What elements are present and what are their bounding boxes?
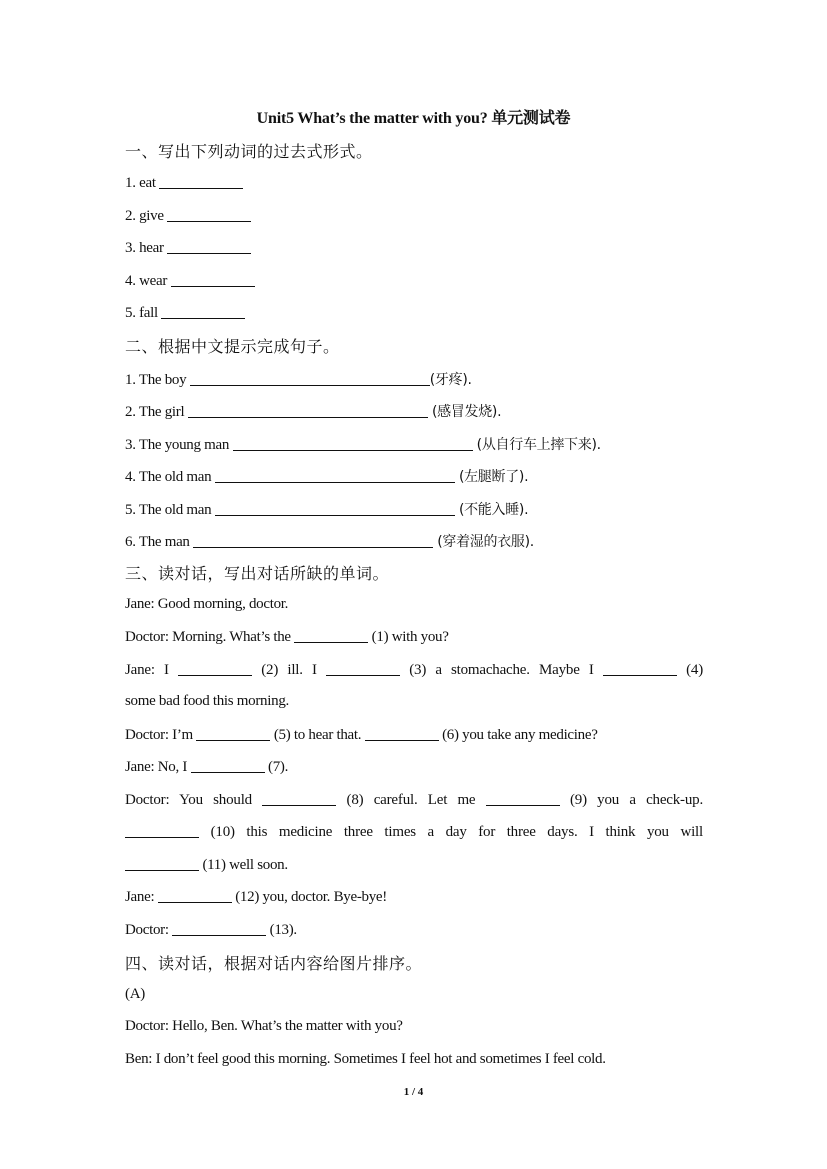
answer-blank[interactable] — [603, 661, 677, 676]
dialogue-line-9: (11) well soon. — [125, 856, 288, 874]
answer-blank[interactable] — [233, 436, 473, 451]
answer-blank[interactable] — [191, 758, 265, 773]
answer-blank[interactable] — [171, 272, 255, 287]
s2-item-6: 6. The man (穿着湿的衣服). — [125, 534, 534, 550]
s1-item-3: 3. hear — [125, 239, 251, 257]
answer-blank[interactable] — [262, 791, 336, 806]
answer-blank[interactable] — [294, 628, 368, 643]
answer-blank[interactable] — [188, 403, 428, 418]
answer-blank[interactable] — [215, 468, 455, 483]
dialogue-a-line-2: Ben: I don’t feel good this morning. Sometimes I feel hot and sometimes I feel cold. — [125, 1051, 606, 1067]
dialogue-line-10: Jane: (12) you, doctor. Bye-bye! — [125, 889, 387, 905]
answer-blank[interactable] — [365, 726, 439, 741]
answer-blank[interactable] — [125, 823, 199, 838]
s1-item-4: 4. wear — [125, 272, 255, 290]
s2-item-3: 3. The young man (从自行车上摔下来). — [125, 437, 601, 453]
answer-blank[interactable] — [215, 501, 455, 516]
s2-item-1: 1. The boy (牙疼). — [125, 372, 472, 388]
dialogue-line-7: Doctor: You should (8) careful. Let me (9) you a check-up. — [125, 792, 703, 808]
dialogue-line-5: Doctor: I’m (5) to hear that. (6) you take any medicine? — [125, 727, 598, 743]
page-number: 1 / 4 — [403, 1086, 424, 1098]
answer-blank[interactable] — [190, 371, 430, 386]
section4-heading: 四、读对话，根据对话内容给图片排序。 — [125, 954, 423, 973]
answer-blank[interactable] — [161, 304, 245, 319]
s1-item-1: 1. eat — [125, 174, 243, 192]
answer-blank[interactable] — [326, 661, 400, 676]
dialogue-line-3: Jane: I (2) ill. I (3) a stomachache. Maybe I (4) — [125, 662, 703, 678]
section2-heading: 二、根据中文提示完成句子。 — [125, 337, 340, 356]
answer-blank[interactable] — [159, 174, 243, 189]
dialogue-a-label: (A) — [125, 986, 145, 1002]
dialogue-line-1: Jane: Good morning, doctor. — [125, 596, 289, 612]
dialogue-a-line-1: Doctor: Hello, Ben. What’s the matter with you? — [125, 1018, 403, 1034]
answer-blank[interactable] — [172, 921, 266, 936]
s2-item-5: 5. The old man (不能入睡). — [125, 502, 529, 518]
answer-blank[interactable] — [193, 533, 433, 548]
s2-item-4: 4. The old man (左腿断了). — [125, 469, 529, 485]
dialogue-line-4: some bad food this morning. — [125, 693, 289, 709]
answer-blank[interactable] — [178, 661, 252, 676]
s1-item-5: 5. fall — [125, 304, 245, 322]
answer-blank[interactable] — [167, 239, 251, 254]
s2-item-2: 2. The girl (感冒发烧). — [125, 404, 502, 420]
dialogue-line-2: Doctor: Morning. What’s the (1) with you? — [125, 629, 449, 645]
page-title: Unit5 What’s the matter with you? 单元测试卷 — [256, 110, 571, 127]
section3-heading: 三、读对话，写出对话所缺的单词。 — [125, 564, 390, 583]
s1-item-2: 2. give — [125, 207, 251, 225]
answer-blank[interactable] — [196, 726, 270, 741]
answer-blank[interactable] — [125, 856, 199, 871]
answer-blank[interactable] — [158, 888, 232, 903]
section1-heading: 一、写出下列动词的过去式形式。 — [125, 142, 373, 161]
dialogue-line-6: Jane: No, I (7). — [125, 759, 289, 775]
answer-blank[interactable] — [486, 791, 560, 806]
dialogue-line-8: (10) this medicine three times a day for three days. I think you will — [125, 823, 703, 841]
answer-blank[interactable] — [167, 207, 251, 222]
dialogue-line-11: Doctor: (13). — [125, 922, 297, 938]
